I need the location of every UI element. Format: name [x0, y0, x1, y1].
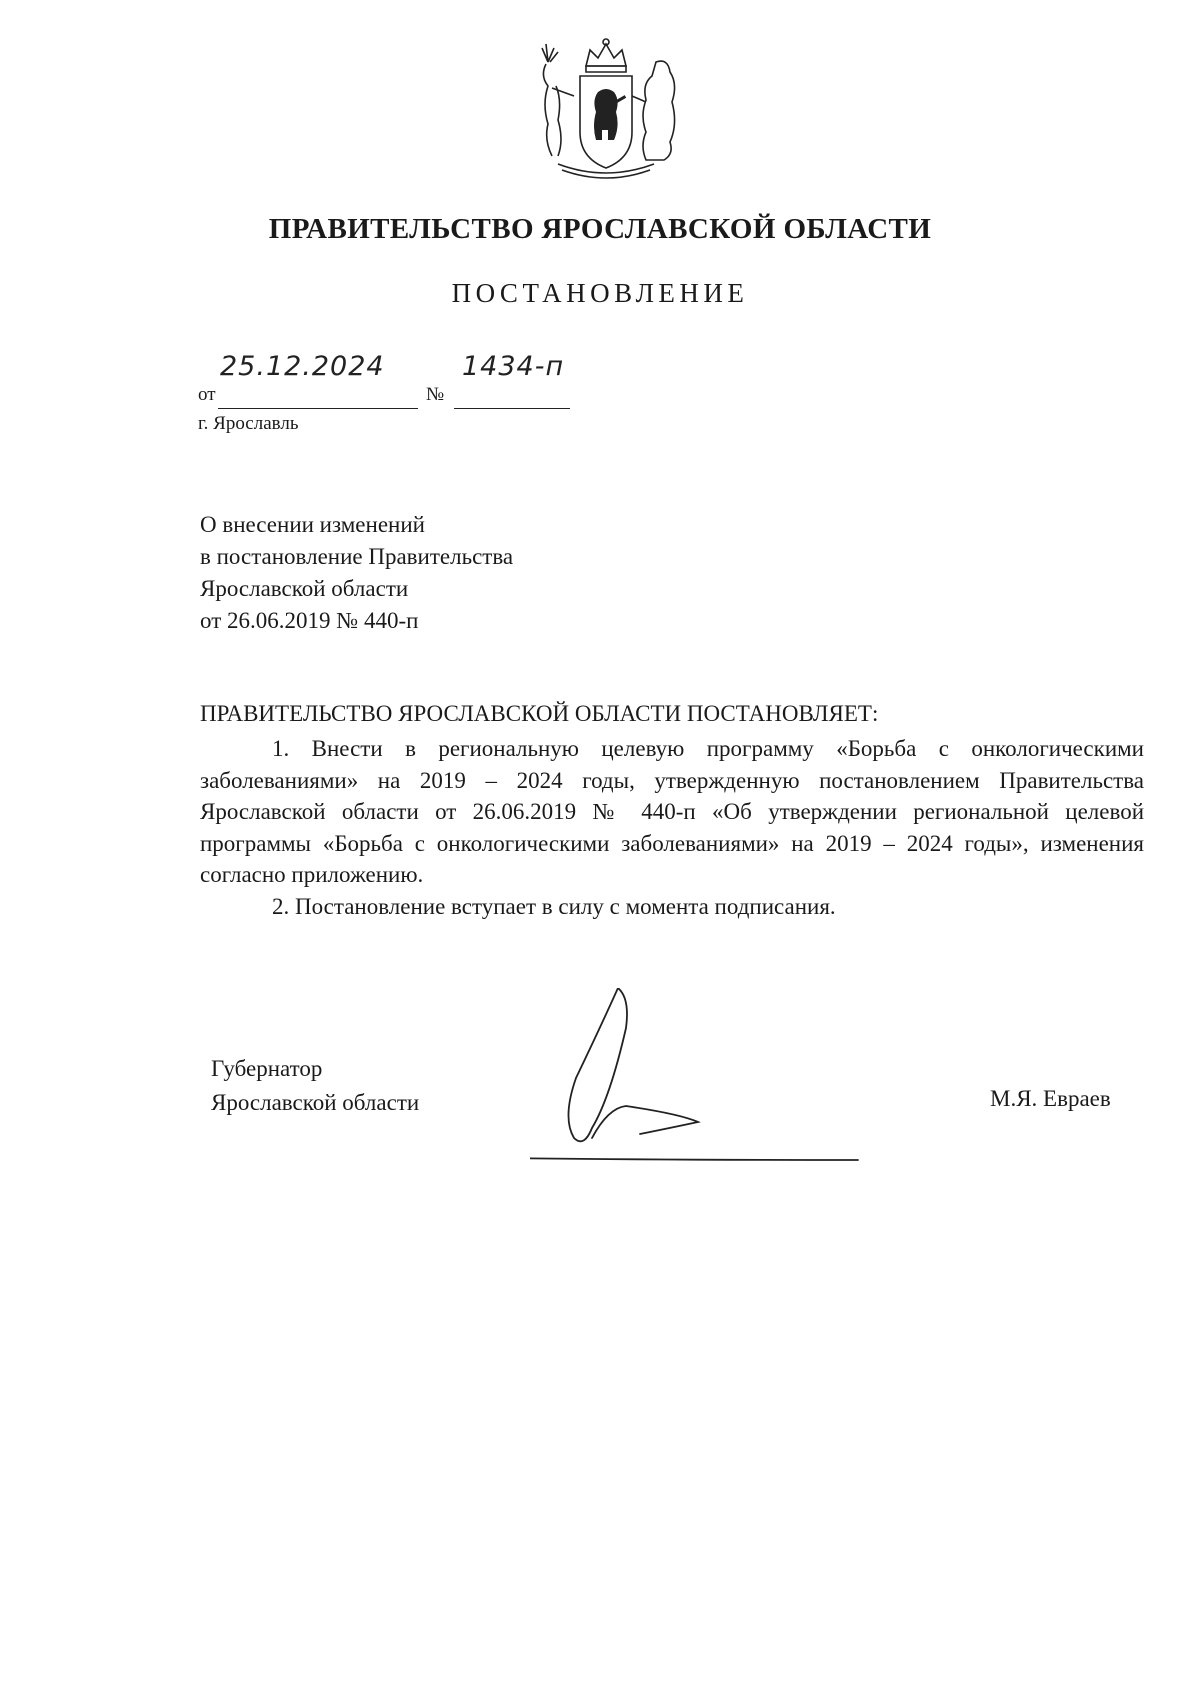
subject-line: Ярославской области — [200, 576, 409, 601]
organization-title: ПРАВИТЕЛЬСТВО ЯРОСЛАВСКОЙ ОБЛАСТИ — [268, 213, 932, 245]
subject-line: от 26.06.2019 № 440-п — [200, 608, 419, 633]
decree-item-1: 1. Внести в региональную целевую программу «Борьба с онкологическими заболеваниями» на 2019 – 2024 годы, утвержденную постановлением Правительства Ярославской области от 26.06.2019 № 440-п «Об утверждении региональной целевой программы «Борьба с онкологическими заболеваниями» на 2019 – 2024 годы», изменения согласно приложению. — [200, 736, 1144, 887]
decree-body — [200, 733, 1144, 922]
number-underline — [454, 408, 570, 409]
subject-line: О внесении изменений — [200, 512, 425, 537]
city: г. Ярославль — [198, 413, 299, 434]
handwritten-number: 1434-п — [462, 351, 565, 382]
date-prefix: от — [198, 384, 216, 405]
document-type: ПОСТАНОВЛЕНИЕ — [451, 278, 749, 308]
coat-of-arms-icon — [528, 36, 684, 184]
date-underline — [218, 408, 418, 409]
signer-name: М.Я. Евраев — [990, 1086, 1111, 1111]
signer-position — [211, 1052, 419, 1120]
document-subject — [200, 509, 513, 637]
handwritten-date: 25.12.2024 — [220, 351, 385, 382]
number-prefix: № — [426, 384, 445, 405]
decree-heading: ПРАВИТЕЛЬСТВО ЯРОСЛАВСКОЙ ОБЛАСТИ ПОСТАНОВЛЯЕТ: — [200, 701, 879, 726]
handwritten-signature — [530, 988, 950, 1168]
decree-item-2: 2. Постановление вступает в силу с момента подписания. — [272, 893, 836, 919]
signer-position-line: Ярославской области — [211, 1090, 420, 1115]
subject-line: в постановление Правительства — [200, 544, 514, 569]
signer-position-line: Губернатор — [211, 1056, 323, 1081]
